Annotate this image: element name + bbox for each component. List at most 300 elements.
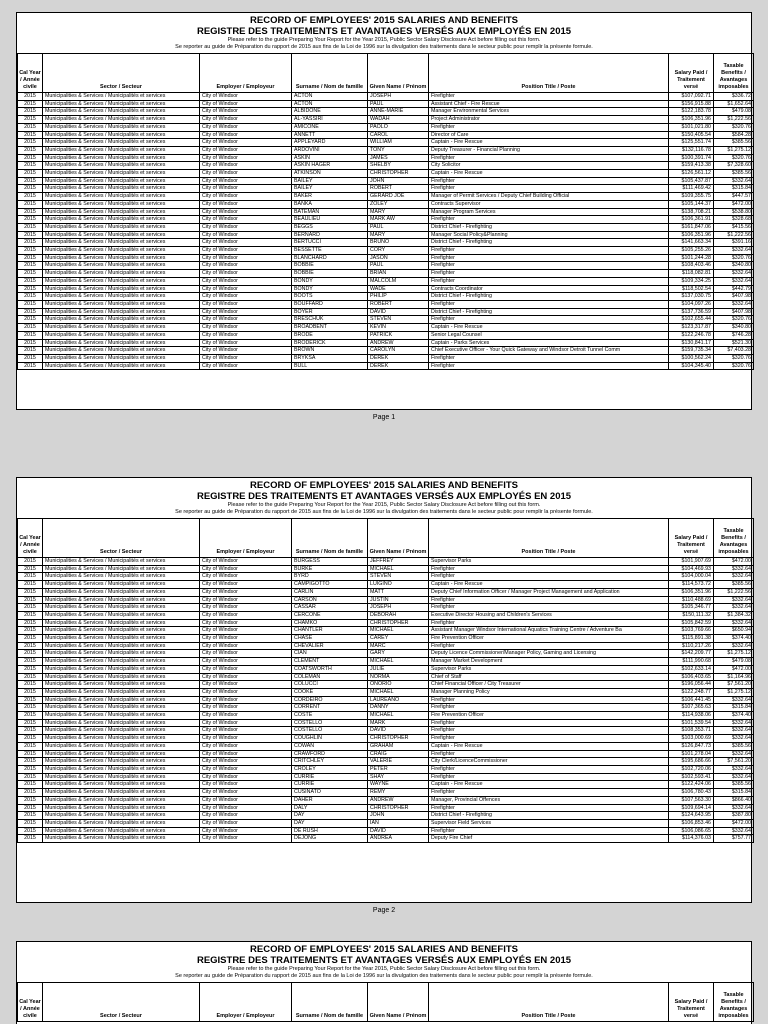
- row-salary: $101,278.04: [669, 750, 714, 758]
- row-salary: $114,376.03: [669, 835, 714, 843]
- row-salary: $107,092.71: [669, 93, 714, 101]
- table-row: [18, 331, 754, 339]
- row-employer: City of Windsor: [200, 673, 292, 681]
- row-salary: $102,593.41: [669, 773, 714, 781]
- row-given-name: GERARD JOE: [368, 193, 429, 201]
- table-row: [18, 285, 754, 293]
- row-sector: Municipalities & Services / Municipalités et services: [43, 131, 200, 139]
- row-year: 2015: [18, 123, 43, 131]
- row-surname: CHASE: [292, 635, 368, 643]
- row-year: 2015: [18, 735, 43, 743]
- row-given-name: STEVEN: [368, 316, 429, 324]
- row-year: 2015: [18, 293, 43, 301]
- table-row: [18, 742, 754, 750]
- report-title-fr: REGISTRE DES TRAITEMENTS ET AVANTAGES VERSÉS AUX EMPLOYÉS EN 2015: [196, 26, 572, 37]
- col-surname: Surname / Nom de famille: [292, 519, 368, 558]
- row-position: City Clerk/LicenceCommissioner: [429, 758, 669, 766]
- row-employer: City of Windsor: [200, 604, 292, 612]
- row-position: Firefighter: [429, 704, 669, 712]
- row-year: 2015: [18, 750, 43, 758]
- row-salary: $106,086.65: [669, 827, 714, 835]
- row-given-name: VALERIE: [368, 758, 429, 766]
- row-position: Manager, Provincial Offences: [429, 796, 669, 804]
- row-surname: ACTON: [292, 93, 368, 101]
- row-position: District Chief - Firefighting: [429, 293, 669, 301]
- table-row: [18, 270, 754, 278]
- row-position: District Chief - Firefighting: [429, 239, 669, 247]
- row-position: Senior Legal Counsel: [429, 331, 669, 339]
- row-benefits: $332.64: [714, 604, 754, 612]
- col-salary: Salary Paid / Traitement versé: [669, 54, 714, 93]
- row-position: Firefighter: [429, 565, 669, 573]
- row-salary: $107,365.63: [669, 704, 714, 712]
- row-surname: BAILEY: [292, 185, 368, 193]
- row-benefits: $315.84: [714, 185, 754, 193]
- table-row: [18, 804, 754, 812]
- row-position: Firefighter: [429, 362, 669, 370]
- row-year: 2015: [18, 565, 43, 573]
- row-benefits: $320.76: [714, 354, 754, 362]
- row-salary: $106,780.43: [669, 789, 714, 797]
- row-year: 2015: [18, 619, 43, 627]
- row-salary: $103,000.69: [669, 735, 714, 743]
- table-row: [18, 254, 754, 262]
- row-surname: BESSETTE: [292, 247, 368, 255]
- row-salary: $125,551.74: [669, 139, 714, 147]
- row-given-name: PAUL: [368, 262, 429, 270]
- row-given-name: SHAY: [368, 773, 429, 781]
- table-row: [18, 277, 754, 285]
- row-sector: Municipalities & Services / Municipalités et services: [43, 247, 200, 255]
- row-given-name: DAVID: [368, 727, 429, 735]
- row-employer: City of Windsor: [200, 581, 292, 589]
- row-position: Firefighter: [429, 316, 669, 324]
- row-salary: $106,853.46: [669, 819, 714, 827]
- row-position: Firefighter: [429, 619, 669, 627]
- row-surname: CHANTLER: [292, 627, 368, 635]
- row-year: 2015: [18, 742, 43, 750]
- row-sector: Municipalities & Services / Municipalités et services: [43, 558, 200, 566]
- row-sector: Municipalities & Services / Municipalités et services: [43, 331, 200, 339]
- row-sector: Municipalities & Services / Municipalités et services: [43, 719, 200, 727]
- row-year: 2015: [18, 247, 43, 255]
- row-given-name: CHRISTOPHER: [368, 804, 429, 812]
- row-given-name: MICHAEL: [368, 688, 429, 696]
- row-employer: City of Windsor: [200, 596, 292, 604]
- row-surname: ANNETT: [292, 131, 368, 139]
- row-position: Firefighter: [429, 93, 669, 101]
- row-given-name: CAROLYN: [368, 347, 429, 355]
- row-position: Firefighter: [429, 827, 669, 835]
- table-row: [18, 573, 754, 581]
- row-sector: Municipalities & Services / Municipalités et services: [43, 604, 200, 612]
- row-employer: City of Windsor: [200, 712, 292, 720]
- row-benefits: $7,328.60: [714, 162, 754, 170]
- table-row: [18, 819, 754, 827]
- row-employer: City of Windsor: [200, 331, 292, 339]
- report-note-fr: Se reporter au guide de Préparation du rapport de 2015 aux fins de la Loi de 1996 sur la divulgation des traitements dans le secteur public pour remplir la présente formule.: [175, 509, 593, 515]
- table-row: [18, 588, 754, 596]
- row-sector: Municipalities & Services / Municipalités et services: [43, 727, 200, 735]
- row-given-name: REMY: [368, 789, 429, 797]
- col-position: Position Title / Poste: [429, 519, 669, 558]
- row-year: 2015: [18, 627, 43, 635]
- row-position: Captain - Fire Rescue: [429, 742, 669, 750]
- row-given-name: STEVEN: [368, 573, 429, 581]
- row-year: 2015: [18, 339, 43, 347]
- row-position: Firefighter: [429, 735, 669, 743]
- row-salary: $104,097.26: [669, 300, 714, 308]
- row-sector: Municipalities & Services / Municipalités et services: [43, 347, 200, 355]
- row-position: City Solicitor: [429, 162, 669, 170]
- row-sector: Municipalities & Services / Municipalités et services: [43, 285, 200, 293]
- row-year: 2015: [18, 558, 43, 566]
- row-surname: DE RUSH: [292, 827, 368, 835]
- row-salary: $104,000.04: [669, 573, 714, 581]
- row-benefits: $1,275.12: [714, 688, 754, 696]
- row-salary: $105,842.59: [669, 619, 714, 627]
- row-position: Firefighter: [429, 750, 669, 758]
- row-position: Captain - Fire Rescue: [429, 139, 669, 147]
- row-sector: Municipalities & Services / Municipalités et services: [43, 588, 200, 596]
- row-position: Manager of Permit Services / Deputy Chief Building Official: [429, 193, 669, 201]
- row-surname: BYRD: [292, 573, 368, 581]
- row-position: Firefighter: [429, 804, 669, 812]
- row-salary: $111,469.42: [669, 185, 714, 193]
- row-sector: Municipalities & Services / Municipalités et services: [43, 673, 200, 681]
- row-position: Firefighter: [429, 177, 669, 185]
- row-surname: COOKE: [292, 688, 368, 696]
- row-benefits: $447.57: [714, 193, 754, 201]
- row-surname: DALY: [292, 804, 368, 812]
- table-row: [18, 162, 754, 170]
- row-surname: ATKINSON: [292, 170, 368, 178]
- row-year: 2015: [18, 796, 43, 804]
- row-surname: BULL: [292, 362, 368, 370]
- row-employer: City of Windsor: [200, 316, 292, 324]
- row-employer: City of Windsor: [200, 765, 292, 773]
- col-year: Cal Year / Année civile: [18, 519, 43, 558]
- row-benefits: $385.56: [714, 742, 754, 750]
- row-benefits: $320.76: [714, 123, 754, 131]
- row-benefits: $332.64: [714, 773, 754, 781]
- row-employer: City of Windsor: [200, 627, 292, 635]
- row-position: Firefighter: [429, 154, 669, 162]
- row-position: Manager Market Development: [429, 658, 669, 666]
- row-position: Fire Prevention Officer: [429, 635, 669, 643]
- table-row: [18, 300, 754, 308]
- row-surname: BONDY: [292, 285, 368, 293]
- row-employer: City of Windsor: [200, 665, 292, 673]
- row-salary: $101,907.69: [669, 558, 714, 566]
- row-given-name: CHRISTOPHER: [368, 170, 429, 178]
- row-sector: Municipalities & Services / Municipalités et services: [43, 573, 200, 581]
- row-position: Deputy Licence Commissioner/Manager Policy, Gaming and Licensing: [429, 650, 669, 658]
- report-note-fr: Se reporter au guide de Préparation du rapport de 2015 aux fins de la Loi de 1996 sur la divulgation des traitements dans le secteur public pour remplir la présente formule.: [175, 44, 593, 50]
- row-benefits: $385.56: [714, 170, 754, 178]
- row-benefits: $320.76: [714, 154, 754, 162]
- row-position: Firefighter: [429, 247, 669, 255]
- row-employer: City of Windsor: [200, 362, 292, 370]
- row-employer: City of Windsor: [200, 742, 292, 750]
- row-sector: Municipalities & Services / Municipalités et services: [43, 300, 200, 308]
- row-sector: Municipalities & Services / Municipalités et services: [43, 835, 200, 843]
- row-sector: Municipalities & Services / Municipalités et services: [43, 293, 200, 301]
- row-year: 2015: [18, 812, 43, 820]
- row-year: 2015: [18, 719, 43, 727]
- row-surname: AL-YASSIRI: [292, 116, 368, 124]
- table-row: [18, 316, 754, 324]
- row-position: Assistant Chief - Fire Rescue: [429, 100, 669, 108]
- report-note-fr: Se reporter au guide de Préparation du rapport de 2015 aux fins de la Loi de 1996 sur la divulgation des traitements dans le secteur public pour remplir la présente formule.: [175, 973, 593, 979]
- row-position: Supervisor Field Services: [429, 819, 669, 827]
- page-number-2: Page 2: [372, 907, 396, 914]
- table-row: [18, 231, 754, 239]
- table-row: [18, 108, 754, 116]
- row-position: Fire Prevention Officer: [429, 712, 669, 720]
- row-sector: Municipalities & Services / Municipalités et services: [43, 316, 200, 324]
- row-position: Contracts Supervisor: [429, 200, 669, 208]
- row-year: 2015: [18, 681, 43, 689]
- row-position: Executive Director Housing and Children's Services: [429, 611, 669, 619]
- row-sector: Municipalities & Services / Municipalités et services: [43, 324, 200, 332]
- row-employer: City of Windsor: [200, 193, 292, 201]
- row-year: 2015: [18, 635, 43, 643]
- report-title-fr: REGISTRE DES TRAITEMENTS ET AVANTAGES VERSÉS AUX EMPLOYÉS EN 2015: [196, 491, 572, 502]
- table-row: [18, 146, 754, 154]
- row-year: 2015: [18, 239, 43, 247]
- row-surname: CIAN: [292, 650, 368, 658]
- row-sector: Municipalities & Services / Municipalités et services: [43, 789, 200, 797]
- row-benefits: $1,222.56: [714, 588, 754, 596]
- table-row: [18, 154, 754, 162]
- report-note-en: Please refer to the guide Preparing Your Report for the Year 2015, Public Sector Salary Disclosure Act before filling out this form.: [227, 502, 541, 508]
- row-benefits: $332.64: [714, 804, 754, 812]
- row-year: 2015: [18, 704, 43, 712]
- row-benefits: $407.98: [714, 308, 754, 316]
- row-position: Manager Program Services: [429, 208, 669, 216]
- col-sector: Sector / Secteur: [43, 519, 200, 558]
- row-surname: CLEMENT: [292, 658, 368, 666]
- row-sector: Municipalities & Services / Municipalités et services: [43, 765, 200, 773]
- row-surname: BURGESS: [292, 558, 368, 566]
- table-row: [18, 642, 754, 650]
- row-employer: City of Windsor: [200, 177, 292, 185]
- row-benefits: $1,384.32: [714, 611, 754, 619]
- row-position: Firefighter: [429, 123, 669, 131]
- row-salary: $106,351.96: [669, 588, 714, 596]
- row-year: 2015: [18, 835, 43, 843]
- row-year: 2015: [18, 177, 43, 185]
- row-year: 2015: [18, 270, 43, 278]
- row-given-name: CAROL: [368, 131, 429, 139]
- table-row: [18, 688, 754, 696]
- table-row: [18, 781, 754, 789]
- row-surname: CRITCHLEY: [292, 758, 368, 766]
- row-sector: Municipalities & Services / Municipalités et services: [43, 565, 200, 573]
- row-salary: $150,111.32: [669, 611, 714, 619]
- row-surname: COUGHLIN: [292, 735, 368, 743]
- row-given-name: WILLIAM: [368, 139, 429, 147]
- row-employer: City of Windsor: [200, 339, 292, 347]
- col-surname: Surname / Nom de famille: [292, 983, 368, 1022]
- row-salary: $107,563.30: [669, 796, 714, 804]
- row-given-name: WAYNE: [368, 781, 429, 789]
- row-sector: Municipalities & Services / Municipalités et services: [43, 781, 200, 789]
- table-body: [18, 558, 754, 843]
- row-employer: City of Windsor: [200, 270, 292, 278]
- row-position: Supervisor Parks: [429, 665, 669, 673]
- row-sector: Municipalities & Services / Municipalités et services: [43, 688, 200, 696]
- row-given-name: JOHN: [368, 177, 429, 185]
- row-year: 2015: [18, 193, 43, 201]
- row-salary: $123,317.87: [669, 324, 714, 332]
- row-given-name: MARK AW: [368, 216, 429, 224]
- row-given-name: JUSTIN: [368, 596, 429, 604]
- row-surname: COATSWORTH: [292, 665, 368, 673]
- row-benefits: $472.00: [714, 200, 754, 208]
- table-row: [18, 293, 754, 301]
- row-employer: City of Windsor: [200, 573, 292, 581]
- row-surname: ACTON: [292, 100, 368, 108]
- row-surname: COLEMAN: [292, 673, 368, 681]
- row-employer: City of Windsor: [200, 658, 292, 666]
- table-row: [18, 581, 754, 589]
- row-benefits: $479.08: [714, 658, 754, 666]
- row-year: 2015: [18, 285, 43, 293]
- row-position: Director of Care: [429, 131, 669, 139]
- row-benefits: $415.56: [714, 223, 754, 231]
- row-sector: Municipalities & Services / Municipalités et services: [43, 108, 200, 116]
- row-given-name: ANDREW: [368, 339, 429, 347]
- row-given-name: JAMES: [368, 154, 429, 162]
- row-surname: BROWN: [292, 347, 368, 355]
- row-position: Manager Environmental Services: [429, 108, 669, 116]
- col-given-name: Given Name / Prénom: [368, 54, 429, 93]
- row-benefits: $332.64: [714, 750, 754, 758]
- table-row: [18, 216, 754, 224]
- row-sector: Municipalities & Services / Municipalités et services: [43, 277, 200, 285]
- row-surname: DAHER: [292, 796, 368, 804]
- row-year: 2015: [18, 673, 43, 681]
- row-sector: Municipalities & Services / Municipalités et services: [43, 819, 200, 827]
- row-year: 2015: [18, 300, 43, 308]
- row-benefits: $385.56: [714, 581, 754, 589]
- row-sector: Municipalities & Services / Municipalités et services: [43, 239, 200, 247]
- row-surname: BATEMAN: [292, 208, 368, 216]
- row-surname: BAILEY: [292, 177, 368, 185]
- row-salary: $109,334.25: [669, 277, 714, 285]
- row-given-name: MARY: [368, 231, 429, 239]
- row-year: 2015: [18, 665, 43, 673]
- row-surname: CROLEY: [292, 765, 368, 773]
- row-sector: Municipalities & Services / Municipalités et services: [43, 812, 200, 820]
- row-position: Firefighter: [429, 696, 669, 704]
- row-surname: BANKA: [292, 200, 368, 208]
- table-row: [18, 619, 754, 627]
- row-surname: CARLIN: [292, 588, 368, 596]
- row-surname: CARSON: [292, 596, 368, 604]
- row-position: District Chief - Firefighting: [429, 812, 669, 820]
- table-row: [18, 712, 754, 720]
- table-row: [18, 835, 754, 843]
- table-row: [18, 223, 754, 231]
- row-employer: City of Windsor: [200, 100, 292, 108]
- salary-table: [17, 982, 754, 1022]
- row-salary: $122,246.78: [669, 331, 714, 339]
- row-employer: City of Windsor: [200, 231, 292, 239]
- row-position: Firefighter: [429, 270, 669, 278]
- row-benefits: $332.64: [714, 827, 754, 835]
- row-benefits: $332.64: [714, 727, 754, 735]
- row-sector: Municipalities & Services / Municipalités et services: [43, 665, 200, 673]
- row-given-name: DANNY: [368, 704, 429, 712]
- row-salary: $108,353.71: [669, 727, 714, 735]
- row-year: 2015: [18, 139, 43, 147]
- row-employer: City of Windsor: [200, 819, 292, 827]
- report-page-2: [16, 477, 752, 903]
- row-benefits: $332.64: [714, 565, 754, 573]
- row-surname: BERNARD: [292, 231, 368, 239]
- row-surname: CHAMKO: [292, 619, 368, 627]
- row-position: Firefighter: [429, 727, 669, 735]
- row-year: 2015: [18, 362, 43, 370]
- row-given-name: JOSEPH: [368, 604, 429, 612]
- row-sector: Municipalities & Services / Municipalités et services: [43, 658, 200, 666]
- table-row: [18, 247, 754, 255]
- row-year: 2015: [18, 208, 43, 216]
- row-year: 2015: [18, 347, 43, 355]
- row-employer: City of Windsor: [200, 208, 292, 216]
- row-year: 2015: [18, 223, 43, 231]
- row-surname: BEGGS: [292, 223, 368, 231]
- row-surname: COSTELLO: [292, 719, 368, 727]
- col-year: Cal Year / Année civile: [18, 983, 43, 1022]
- row-salary: $161,847.06: [669, 223, 714, 231]
- row-employer: City of Windsor: [200, 588, 292, 596]
- report-title-fr: REGISTRE DES TRAITEMENTS ET AVANTAGES VERSÉS AUX EMPLOYÉS EN 2015: [196, 955, 572, 966]
- row-salary: $110,488.69: [669, 596, 714, 604]
- row-position: Chief of Staff: [429, 673, 669, 681]
- row-surname: BOUFFARD: [292, 300, 368, 308]
- row-year: 2015: [18, 773, 43, 781]
- row-given-name: DAVID: [368, 308, 429, 316]
- row-salary: $130,841.17: [669, 339, 714, 347]
- row-surname: BLANCHARD: [292, 254, 368, 262]
- row-benefits: $320.76: [714, 254, 754, 262]
- row-employer: City of Windsor: [200, 216, 292, 224]
- row-given-name: CHRISTOPHER: [368, 619, 429, 627]
- row-employer: City of Windsor: [200, 789, 292, 797]
- table-row: [18, 308, 754, 316]
- row-sector: Municipalities & Services / Municipalités et services: [43, 193, 200, 201]
- row-year: 2015: [18, 827, 43, 835]
- row-given-name: SHELBY: [368, 162, 429, 170]
- table-row: [18, 239, 754, 247]
- table-row: [18, 262, 754, 270]
- row-employer: City of Windsor: [200, 170, 292, 178]
- table-body: [18, 93, 754, 370]
- row-benefits: $1,275.12: [714, 650, 754, 658]
- row-given-name: MARK: [368, 719, 429, 727]
- table-row: [18, 812, 754, 820]
- table-row: [18, 735, 754, 743]
- row-surname: ASKIN HAGER: [292, 162, 368, 170]
- row-sector: Municipalities & Services / Municipalités et services: [43, 116, 200, 124]
- row-given-name: NORMA: [368, 673, 429, 681]
- row-given-name: CHRISTOPHER: [368, 735, 429, 743]
- row-sector: Municipalities & Services / Municipalités et services: [43, 254, 200, 262]
